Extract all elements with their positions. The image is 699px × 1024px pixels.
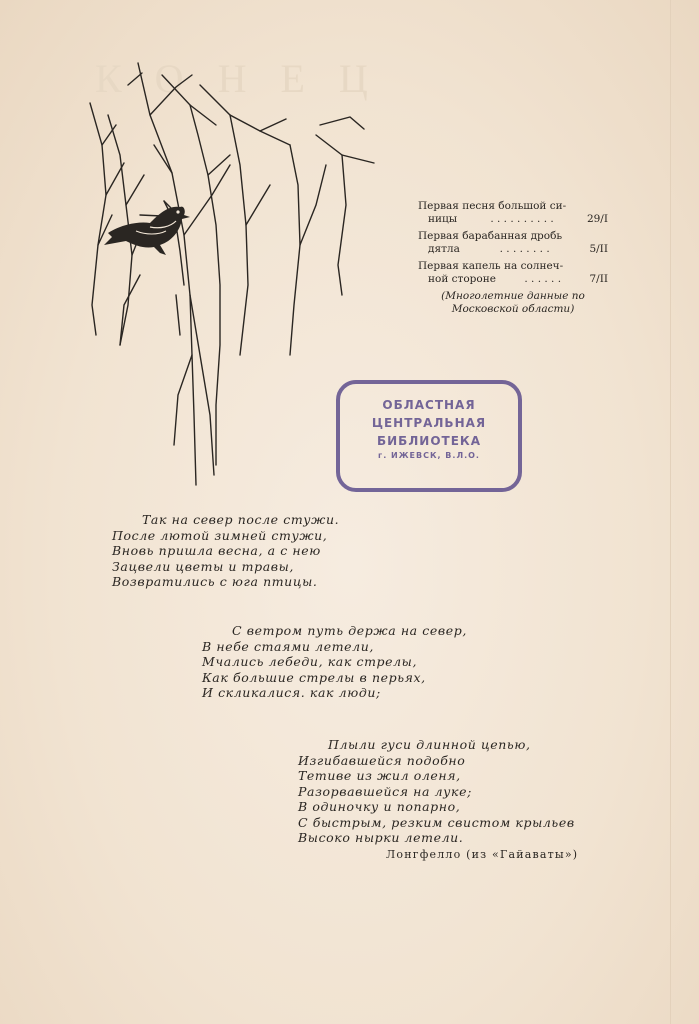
poem-line: В одиночку и попарно,	[298, 799, 461, 814]
stamp-line: ЦЕНТРАЛЬНАЯ	[371, 416, 487, 430]
poem-line: С быстрым, резким свистом крыльев	[298, 814, 575, 830]
page-crease	[670, 0, 671, 1024]
poem-line: После лютой зимней стужи,	[112, 527, 328, 543]
poem-attribution: Лонгфелло (из «Гайаваты»)	[386, 848, 579, 861]
phenology-calendar	[418, 200, 608, 316]
dot-leader: . . . . . . . .	[499, 243, 550, 255]
poem-line: Высоко нырки летели.	[298, 830, 464, 845]
calendar-row	[418, 230, 608, 256]
calendar-event-continuation: ной стороне	[428, 273, 496, 285]
poem-line: И скликалися. как люди;	[202, 685, 381, 700]
poem-line: Как большие стрелы в перьях,	[202, 669, 426, 685]
calendar-row	[418, 260, 608, 286]
calendar-event: Первая песня большой си-	[418, 200, 567, 212]
poem-line: Так на север после стужи.	[142, 512, 340, 527]
poem-line: С ветром путь держа на север,	[232, 623, 467, 638]
library-stamp	[336, 380, 522, 492]
calendar-event: Первая барабанная дробь	[418, 230, 563, 242]
poem-line: Возвратились с юга птицы.	[112, 574, 318, 589]
calendar-date: 5/II	[589, 243, 608, 255]
dot-leader: . . . . . . . . . .	[490, 213, 554, 225]
poem-line: В небе стаями летели,	[202, 638, 374, 654]
calendar-event-continuation: дятла	[428, 243, 460, 255]
poem-line: Изгибавшейся подобно	[298, 752, 466, 768]
calendar-row	[418, 200, 608, 226]
calendar-event-continuation: ницы	[428, 213, 458, 225]
poem-line: Разорвавшейся на луке;	[298, 783, 472, 799]
calendar-event: Первая капель на солнеч-	[418, 260, 564, 272]
calendar-date: 29/I	[586, 213, 608, 225]
calendar-date: 7/II	[589, 273, 608, 285]
poem-line: Плыли гуси длинной цепью,	[328, 737, 531, 752]
bird-icon	[104, 207, 190, 255]
stamp-city: г. ИЖЕВСК, В.Л.О.	[378, 451, 480, 460]
poem-line: Тетиве из жил оленя,	[298, 768, 461, 783]
calendar-source-note: (Многолетние данные по Московской области)	[441, 290, 585, 315]
stamp-line: БИБЛИОТЕКА	[376, 434, 482, 448]
stamp-line: ОБЛАСТНАЯ	[382, 398, 476, 412]
bird-on-branches-illustration	[80, 55, 380, 495]
poem-stanza-1	[112, 512, 339, 590]
show-through-text: КОНЕЦ	[95, 56, 402, 101]
dot-leader: . . . . . .	[524, 273, 562, 285]
poem-line: Зацвели цветы и травы,	[112, 558, 294, 574]
poem-stanza-2	[202, 623, 467, 701]
poem-line: Мчались лебеди, как стрелы,	[202, 654, 418, 669]
poem-line: Вновь пришла весна, а с нею	[112, 543, 321, 558]
poem-stanza-3	[298, 737, 575, 846]
